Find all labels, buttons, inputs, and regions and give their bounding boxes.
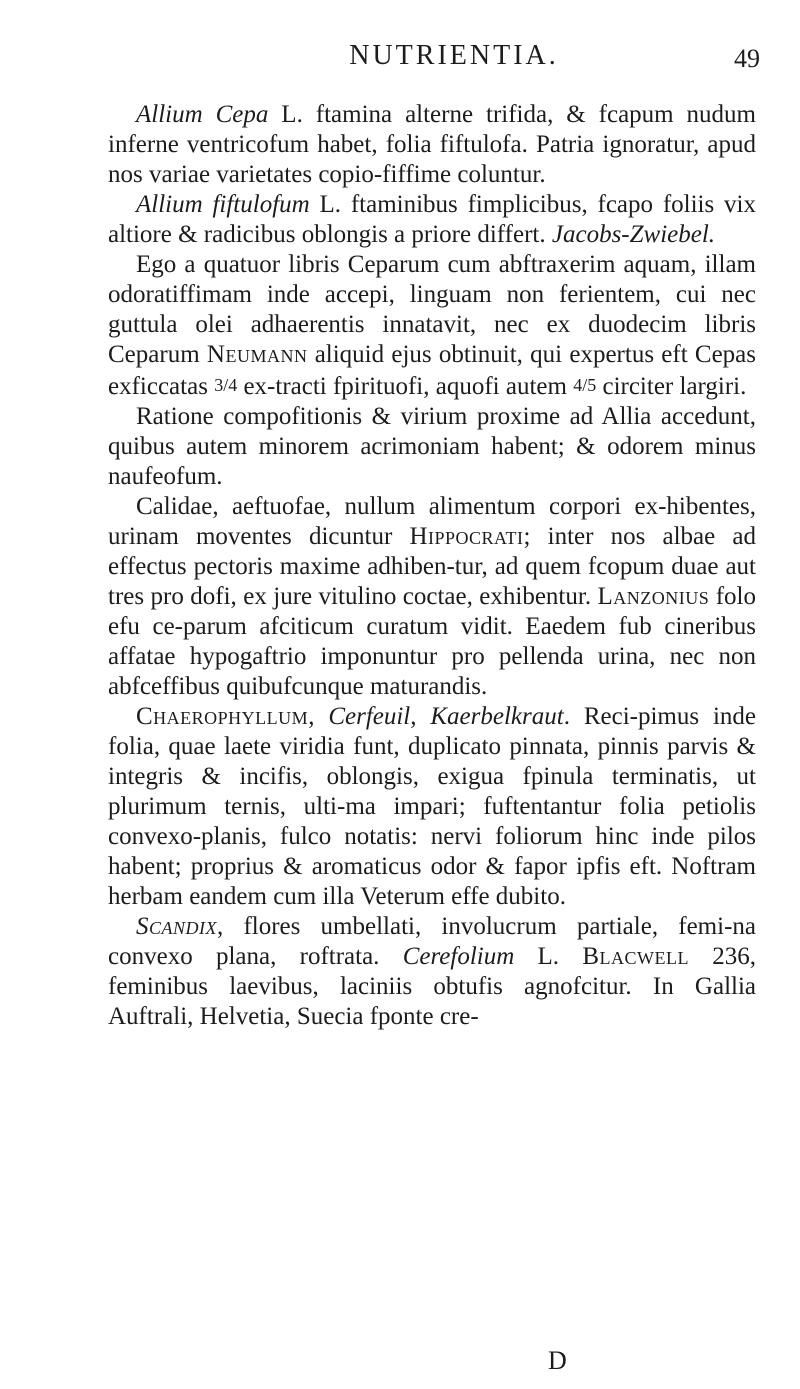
taxon-name: Chaerophyllum [136, 703, 309, 730]
paragraph-text: Ratione compofitionis & virium proxime ad Allia accedunt, quibus autem minorem acrimoniam habent; & odorem minus naufeofum. [108, 403, 756, 490]
vernacular-name: Cerfeuil [328, 703, 411, 730]
author-name: Lanzonius [597, 583, 710, 610]
paragraph-calidae [108, 492, 756, 702]
author-abbrev: L. [268, 101, 303, 128]
vernacular-name: Jacobs-Zwiebel. [545, 221, 716, 248]
author-name: Neumann [206, 341, 308, 368]
punctuation: , [410, 703, 431, 730]
paragraph-scandix [108, 912, 756, 1032]
paragraph-text: folo efu ce-parum afciticum curatum vidit. Eaedem fub cineribus affatae hypogaftrio imponuntur pro pellenda urina, nec non abfceffibus quibufcunque maturandis. [108, 583, 756, 700]
running-head: NUTRIENTIA. [349, 40, 559, 71]
taxon-name: Scandix [136, 913, 217, 940]
paragraph-text: ex-tracti fpirituofi, aquofi autem [237, 373, 574, 400]
vernacular-name: Kaerbelkraut [430, 703, 564, 730]
paragraph-text: Ego a quatuor libris Ceparum cum abftraxerim aquam, illam odoratiffimam inde accepi, linguam non ferientem, cui nec guttula olei adhaerentis innatavit, nec ex duodecim libris Ceparum [108, 251, 756, 368]
paragraph-text: . Reci-pimus inde folia, quae laete viridia funt, duplicato pinnata, pinnis parvis & integris & incifis, oblongis, exigua fpinula terminatis, ut plurimum ternis, ulti-ma impari; fuftentantur folia petiolis convexo-planis, fulco notatis: nervi foliorum hinc inde pilos habent; proprius & aromaticus odor & fapor ipfis eft. Noftram herbam eandem cum illa Veterum effe dubito. [108, 703, 756, 910]
paragraph-allium-fistulosum [108, 190, 756, 250]
paragraph-text: circiter largiri. [596, 373, 747, 400]
taxon-name: Allium fiftulofum [136, 191, 310, 218]
paragraph-chaerophyllum [108, 702, 756, 912]
paragraph-text: ; inter nos albae ad effectus pectoris maxime adhiben-tur, ad quem fcopum duae aut tres pro dofi, ex jure vitulino coctae, exhibentur. [108, 523, 756, 610]
page-number: 49 [734, 44, 760, 73]
paragraph-text: ftaminibus fimplicibus, fcapo foliis vix altiore & radicibus oblongis a priore differt. [108, 191, 756, 248]
paragraph-allium-cepa [108, 100, 756, 190]
paragraph-distillation [108, 250, 756, 402]
paragraph-text: Calidae, aeftuofae, nullum alimentum corpori ex-hibentes, urinam moventes dicuntur [108, 493, 756, 550]
author-abbrev: L. [309, 191, 342, 218]
punctuation: , [308, 703, 329, 730]
taxon-name: Cerefolium [402, 943, 515, 970]
paragraph-text: aliquid ejus obtinuit, qui expertus eft Cepas exficcatas [108, 341, 757, 400]
fraction: 4/5 [573, 375, 597, 395]
author-name: Blacwell [582, 943, 689, 970]
body-text [108, 100, 756, 1032]
fraction: 3/4 [214, 375, 238, 395]
signature-mark: D [548, 1346, 567, 1375]
page-header [108, 40, 760, 80]
paragraph-text: L. [514, 943, 583, 970]
author-name: Hippocrati [409, 523, 524, 550]
paragraph-ratione [108, 402, 756, 492]
paragraph-text: 236, feminibus laevibus, laciniis obtufis agnofcitur. In Gallia Auftrali, Helvetia, Suecia fponte cre- [108, 943, 757, 1030]
paragraph-text: , flores umbellati, involucrum partiale, femi-na convexo plana, roftrata. [108, 913, 756, 970]
taxon-name: Allium Cepa [136, 101, 269, 128]
paragraph-text: ftamina alterne trifida, & fcapum nudum inferne ventricofum habet, folia fiftulofa. Patria ignoratur, apud nos variae varietates copio-fiffime coluntur. [108, 101, 756, 188]
